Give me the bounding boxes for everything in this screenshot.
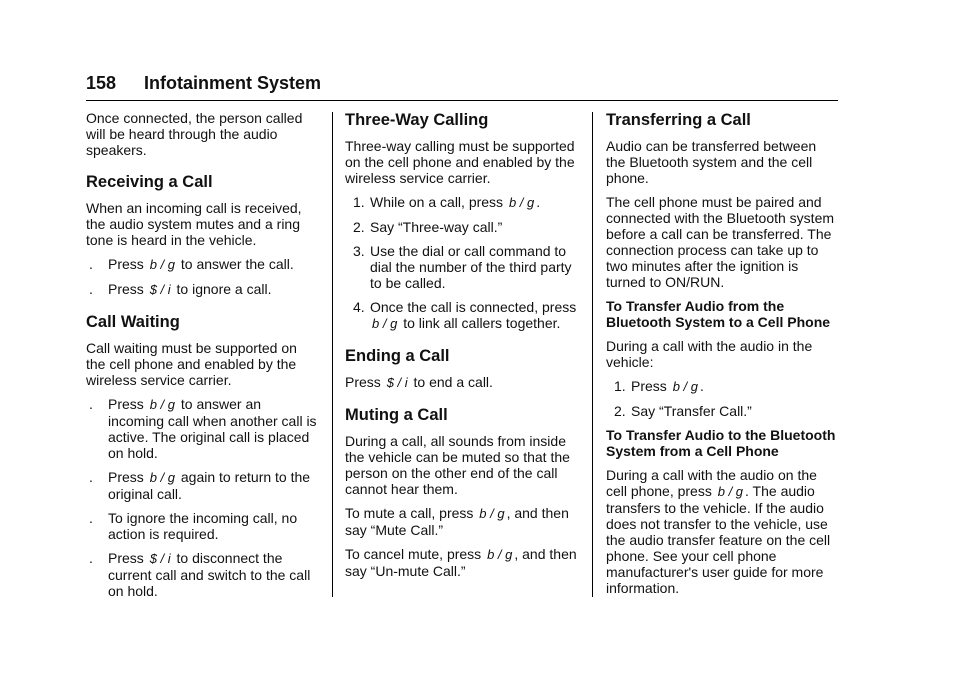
heading-ending-call: Ending a Call	[345, 347, 450, 365]
bullet-marker: .	[89, 469, 93, 485]
bullet-marker: .	[89, 256, 93, 272]
phone-end-icon: $ / i	[386, 375, 408, 390]
bullet-marker: .	[89, 510, 93, 526]
section-title: Infotainment System	[144, 73, 322, 93]
heading-transferring-call: Transferring a Call	[606, 111, 751, 129]
phone-end-icon: $ / i	[149, 551, 171, 566]
list-item: 1. While on a call, press b / g .	[353, 194, 541, 210]
list-item: 2. Say “Transfer Call.”	[614, 403, 752, 419]
list-item: . Press b / g again to return to the original call.	[89, 469, 311, 502]
list-item: . Press $ / i to ignore a call.	[89, 281, 272, 297]
heading-receiving-call: Receiving a Call	[86, 173, 213, 191]
waiting-text: Call waiting must be supported on the cell phone and enabled by the wireless service carrier.	[86, 340, 297, 388]
three-way-text: Three-way calling must be supported on the cell phone and enabled by the wireless service carrier.	[345, 138, 575, 186]
bullet-marker: .	[89, 281, 93, 297]
phone-answer-icon: b / g	[672, 379, 698, 394]
column-2	[345, 110, 577, 587]
phone-answer-icon: b / g	[149, 257, 175, 272]
list-item: . To ignore the incoming call, no action is required.	[89, 510, 298, 542]
list-item: . Press b / g to answer an incoming call when another call is active. The original call is placed on hold.	[89, 396, 317, 461]
subheading-phone-to-bt: To Transfer Audio to the Bluetooth System from a Cell Phone	[606, 427, 836, 459]
unmute-instruction: To cancel mute, press b / g , and then say “Un-mute Call.”	[345, 546, 577, 579]
ending-text: Press $ / i to end a call.	[345, 374, 493, 390]
phone-answer-icon: b / g	[372, 316, 398, 331]
transfer-text-4: During a call with the audio on the cell phone, press b / g . The audio transfers to the vehicle. If the audio does not transfer to the vehicle, use the audio transfer feature on the cell phone. See your cell phone manufacturer's user guide for more information.	[606, 467, 831, 596]
transfer-text-2: The cell phone must be paired and connected with the Bluetooth system before a call can be transferred. The connection process can take up to two minutes after the ignition is turned to ON/RUN.	[606, 194, 835, 290]
phone-answer-icon: b / g	[487, 547, 513, 562]
list-item: 1. Press b / g .	[614, 378, 704, 394]
column-1	[86, 110, 318, 607]
column-divider	[592, 112, 593, 597]
list-item: 2. Say “Three-way call.”	[353, 219, 503, 235]
heading-call-waiting: Call Waiting	[86, 313, 180, 331]
phone-answer-icon: b / g	[149, 397, 175, 412]
heading-muting-call: Muting a Call	[345, 406, 448, 424]
page-header	[86, 70, 838, 101]
phone-answer-icon: b / g	[479, 506, 505, 521]
bullet-marker: .	[89, 396, 93, 412]
subheading-bt-to-phone: To Transfer Audio from the Bluetooth System to a Cell Phone	[606, 298, 831, 330]
mute-instruction: To mute a call, press b / g , and then say “Mute Call.”	[345, 505, 569, 538]
phone-end-icon: $ / i	[149, 282, 171, 297]
column-divider	[332, 112, 333, 597]
list-item: . Press b / g to answer the call.	[89, 256, 294, 272]
bullet-marker: .	[89, 550, 93, 566]
receiving-text: When an incoming call is received, the audio system mutes and a ring tone is heard in the vehicle.	[86, 200, 302, 248]
column-3	[606, 110, 838, 604]
list-item: 4. Once the call is connected, press b / g to link all callers together.	[353, 299, 577, 331]
list-item: . Press $ / i to disconnect the current call and switch to the call on hold.	[89, 550, 311, 599]
list-item: 3. Use the dial or call command to dial the number of the third party to be called.	[353, 243, 572, 291]
transfer-text-1: Audio can be transferred between the Bluetooth system and the cell phone.	[606, 138, 817, 186]
heading-three-way-calling: Three-Way Calling	[345, 111, 489, 129]
phone-answer-icon: b / g	[149, 470, 175, 485]
intro-text: Once connected, the person called will be heard through the audio speakers.	[86, 110, 303, 158]
phone-answer-icon: b / g	[717, 484, 744, 499]
muting-text: During a call, all sounds from inside the vehicle can be muted so that the person on the other end of the call cannot hear them.	[345, 433, 570, 497]
transfer-text-3: During a call with the audio in the vehicle:	[606, 338, 813, 370]
page-number: 158	[86, 73, 117, 93]
phone-answer-icon: b / g	[508, 195, 535, 210]
